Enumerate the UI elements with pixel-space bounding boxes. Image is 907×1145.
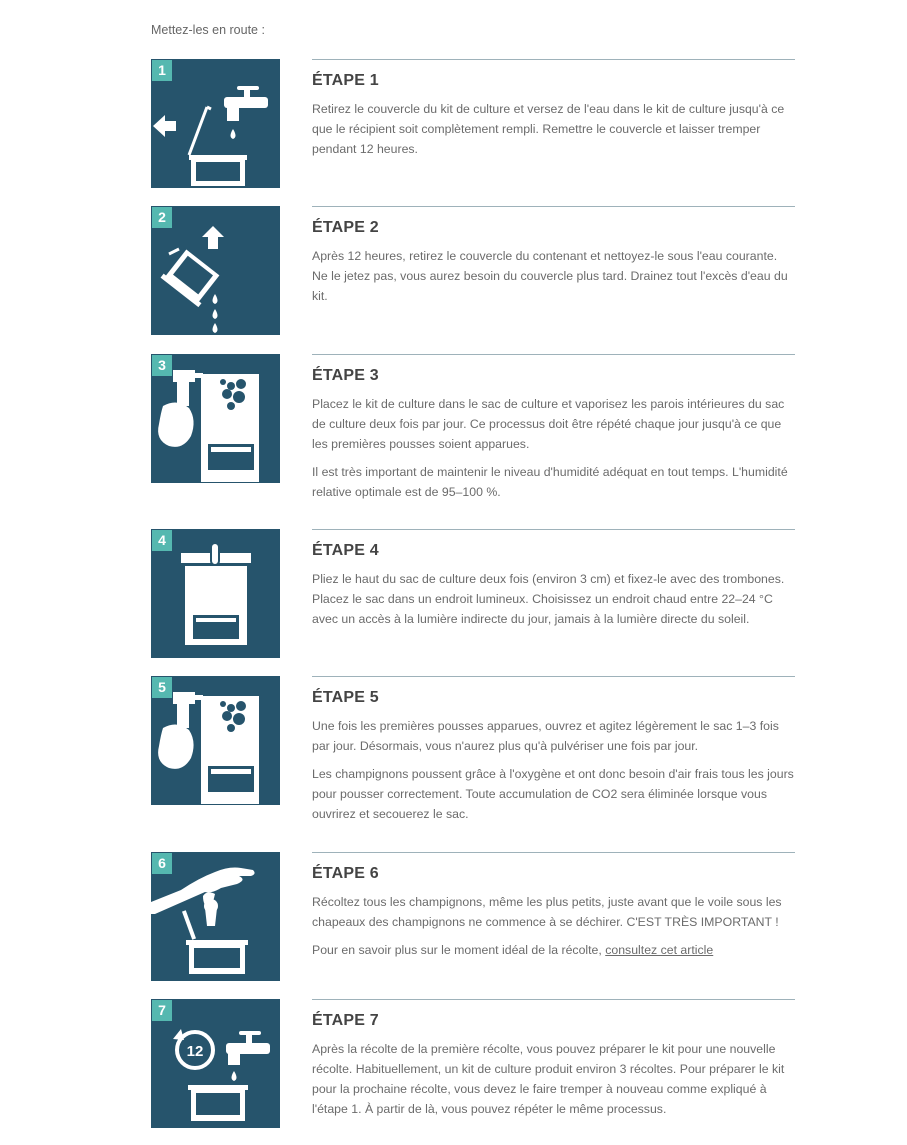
step-paragraph: Pliez le haut du sac de culture deux fois (environ 3 cm) et fixez-le avec des trombones. Placez le sac dans un endroit lumineux. Choisissez un endroit chaud entre 22–24 °C avec un accès à la lumière indirecte du jour, jamais à la lumière directe du soleil.	[312, 572, 785, 626]
drain-container-icon	[151, 206, 280, 335]
step-title: ÉTAPE 7	[312, 1012, 379, 1029]
step-content	[312, 206, 795, 314]
intro-text: Mettez-les en route :	[151, 23, 265, 37]
step-number-badge: 2	[152, 207, 172, 228]
step-title: ÉTAPE 3	[312, 367, 379, 384]
step-paragraph: Retirez le couvercle du kit de culture et versez de l'eau dans le kit de culture jusqu'à ce que le récipient soit complètement rempli. Remettre le couvercle et laisser tremper pendant 12 heures.	[312, 102, 785, 156]
harvest-hand-icon	[151, 852, 280, 981]
step-content	[312, 999, 795, 1127]
faucet-soak-icon	[151, 59, 280, 188]
step-paragraph: Il est très important de maintenir le niveau d'humidité adéquat en tout temps. L'humidité relative optimale est de 95–100 %.	[312, 465, 788, 499]
step-number-badge: 1	[152, 60, 172, 81]
step-paragraph: Récoltez tous les champignons, même les plus petits, juste avant que le voile sous les chapeaux des champignons ne commence à se déchirer. C'EST TRÈS IMPORTANT !	[312, 895, 782, 929]
step-number-badge: 6	[152, 853, 172, 874]
article-link[interactable]: consultez cet article	[605, 943, 714, 957]
step-link-paragraph	[312, 940, 795, 960]
step-content	[312, 59, 795, 167]
step-paragraph: Après 12 heures, retirez le couvercle du contenant et nettoyez-le sous l'eau courante. Ne le jetez pas, vous aurez besoin du couvercle plus tard. Drainez tout l'excès d'eau du kit.	[312, 249, 788, 303]
step-title: ÉTAPE 4	[312, 542, 379, 559]
timer-faucet-icon	[151, 999, 280, 1128]
spray-bag-icon	[151, 354, 280, 483]
step-title: ÉTAPE 2	[312, 219, 379, 236]
step-number-badge: 7	[152, 1000, 172, 1021]
step-content	[312, 354, 795, 510]
step-paragraph: Après la récolte de la première récolte, vous pouvez préparer le kit pour une nouvelle récolte. Habituellement, un kit de culture produit environ 3 récoltes. Pour préparer le kit pour la prochaine récolte, vous devez le faire tremper à nouveau comme expliqué à l'étape 1. À partir de là, vous pouvez répéter le même processus.	[312, 1042, 785, 1116]
step-content	[312, 676, 795, 832]
step-number-badge: 3	[152, 355, 172, 376]
step-title: ÉTAPE 5	[312, 689, 379, 706]
clock-label: 12	[186, 1043, 204, 1060]
step-paragraph: Les champignons poussent grâce à l'oxygène et ont donc besoin d'air frais tous les jours pour pousser correctement. Toute accumulation de CO2 sera éliminée lorsque vous ouvrirez et secouerez le sac.	[312, 767, 794, 821]
step-number-badge: 5	[152, 677, 172, 698]
step-content	[312, 852, 795, 968]
step-paragraph: Une fois les premières pousses apparues, ouvrez et agitez légèrement le sac 1–3 fois par jour. Désormais, vous n'aurez plus qu'à pulvériser une fois par jour.	[312, 719, 779, 753]
clipped-bag-icon	[151, 529, 280, 658]
step-content	[312, 529, 795, 637]
step-paragraph: Placez le kit de culture dans le sac de culture et vaporisez les parois intérieures du sac de culture deux fois par jour. Ce processus doit être répété chaque jour jusqu'à ce que les premières pousses soient apparues.	[312, 397, 785, 451]
step-title: ÉTAPE 1	[312, 72, 379, 89]
step-title: ÉTAPE 6	[312, 865, 379, 882]
link-prefix: Pour en savoir plus sur le moment idéal de la récolte,	[312, 943, 606, 957]
spray-bag-icon	[151, 676, 280, 805]
step-number-badge: 4	[152, 530, 172, 551]
